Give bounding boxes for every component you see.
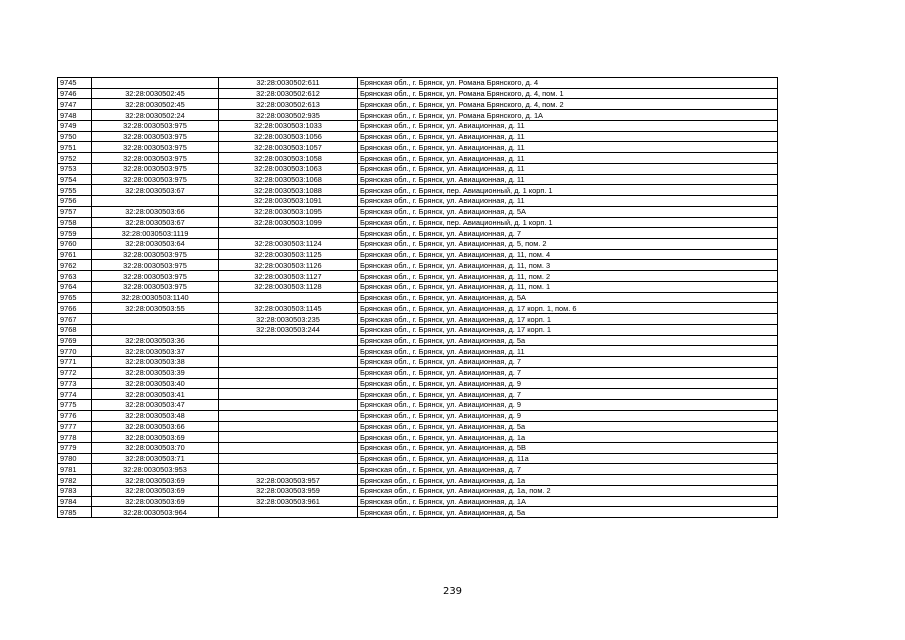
table-row <box>58 239 778 250</box>
row-number-cell: 9776 <box>58 410 92 421</box>
row-number-cell: 9752 <box>58 153 92 164</box>
address-cell: Брянская обл., г. Брянск, ул. Авиационная, д. 5а <box>358 507 778 518</box>
object-number-cell: 32:28:0030503:1095 <box>219 206 358 217</box>
row-number-cell: 9779 <box>58 442 92 453</box>
parcel-number-cell: 32:28:0030503:70 <box>92 442 219 453</box>
table-row <box>58 324 778 335</box>
object-number-cell: 32:28:0030502:611 <box>219 78 358 89</box>
table-row <box>58 110 778 121</box>
row-number-cell: 9783 <box>58 485 92 496</box>
parcel-number-cell: 32:28:0030503:64 <box>92 239 219 250</box>
parcel-number-cell: 32:28:0030503:975 <box>92 260 219 271</box>
row-number-cell: 9781 <box>58 464 92 475</box>
row-number-cell: 9777 <box>58 421 92 432</box>
row-number-cell: 9762 <box>58 260 92 271</box>
row-number-cell: 9757 <box>58 206 92 217</box>
object-number-cell <box>219 335 358 346</box>
object-number-cell <box>219 453 358 464</box>
table-row <box>58 196 778 207</box>
address-cell: Брянская обл., г. Брянск, ул. Авиационная, д. 9 <box>358 400 778 411</box>
object-number-cell <box>219 400 358 411</box>
table-row <box>58 421 778 432</box>
address-cell: Брянская обл., г. Брянск, ул. Авиационная, д. 7 <box>358 367 778 378</box>
row-number-cell: 9773 <box>58 378 92 389</box>
address-cell: Брянская обл., г. Брянск, ул. Авиационная, д. 11, пом. 1 <box>358 281 778 292</box>
object-number-cell: 32:28:0030503:244 <box>219 324 358 335</box>
row-number-cell: 9748 <box>58 110 92 121</box>
table-row <box>58 357 778 368</box>
address-cell: Брянская обл., г. Брянск, ул. Авиационная, д. 17 корп. 1 <box>358 314 778 325</box>
address-cell: Брянская обл., г. Брянск, ул. Авиационная, д. 11 <box>358 196 778 207</box>
parcel-number-cell: 32:28:0030503:975 <box>92 281 219 292</box>
address-cell: Брянская обл., г. Брянск, ул. Авиационная, д. 7 <box>358 228 778 239</box>
object-number-cell: 32:28:0030503:1099 <box>219 217 358 228</box>
address-cell: Брянская обл., г. Брянск, ул. Романа Брянского, д. 4, пом. 2 <box>358 99 778 110</box>
parcel-number-cell: 32:28:0030503:953 <box>92 464 219 475</box>
address-cell: Брянская обл., г. Брянск, ул. Авиационная, д. 11 <box>358 120 778 131</box>
table-row <box>58 271 778 282</box>
row-number-cell: 9785 <box>58 507 92 518</box>
object-number-cell <box>219 346 358 357</box>
object-number-cell <box>219 292 358 303</box>
address-cell: Брянская обл., г. Брянск, ул. Романа Брянского, д. 1А <box>358 110 778 121</box>
object-number-cell <box>219 464 358 475</box>
parcel-number-cell: 32:28:0030503:48 <box>92 410 219 421</box>
parcel-number-cell: 32:28:0030503:975 <box>92 131 219 142</box>
parcel-number-cell: 32:28:0030503:67 <box>92 185 219 196</box>
row-number-cell: 9753 <box>58 163 92 174</box>
object-number-cell: 32:28:0030503:1091 <box>219 196 358 207</box>
row-number-cell: 9769 <box>58 335 92 346</box>
object-number-cell: 32:28:0030503:959 <box>219 485 358 496</box>
table-row <box>58 174 778 185</box>
table-row <box>58 281 778 292</box>
table-row <box>58 475 778 486</box>
address-cell: Брянская обл., г. Брянск, ул. Авиационная, д. 17 корп. 1 <box>358 324 778 335</box>
address-cell: Брянская обл., г. Брянск, ул. Авиационная, д. 1а <box>358 432 778 443</box>
table-row <box>58 78 778 89</box>
address-cell: Брянская обл., г. Брянск, ул. Авиационная, д. 9 <box>358 378 778 389</box>
row-number-cell: 9755 <box>58 185 92 196</box>
address-cell: Брянская обл., г. Брянск, ул. Авиационная, д. 11 <box>358 153 778 164</box>
address-cell: Брянская обл., г. Брянск, ул. Авиационная, д. 5а <box>358 421 778 432</box>
table-row <box>58 367 778 378</box>
table-row <box>58 260 778 271</box>
table-row <box>58 249 778 260</box>
table-row <box>58 142 778 153</box>
object-number-cell: 32:28:0030502:613 <box>219 99 358 110</box>
address-cell: Брянская обл., г. Брянск, ул. Авиационная, д. 5А <box>358 206 778 217</box>
object-number-cell: 32:28:0030503:957 <box>219 475 358 486</box>
address-cell: Брянская обл., г. Брянск, ул. Авиационная, д. 11 <box>358 131 778 142</box>
table-row <box>58 153 778 164</box>
table-row <box>58 464 778 475</box>
row-number-cell: 9749 <box>58 120 92 131</box>
row-number-cell: 9758 <box>58 217 92 228</box>
parcel-number-cell: 32:28:0030503:71 <box>92 453 219 464</box>
object-number-cell <box>219 442 358 453</box>
row-number-cell: 9770 <box>58 346 92 357</box>
row-number-cell: 9754 <box>58 174 92 185</box>
object-number-cell: 32:28:0030502:612 <box>219 88 358 99</box>
registry-table <box>57 77 778 518</box>
table-row <box>58 378 778 389</box>
table-row <box>58 185 778 196</box>
address-cell: Брянская обл., г. Брянск, ул. Авиационная, д. 7 <box>358 464 778 475</box>
object-number-cell: 32:28:0030503:1057 <box>219 142 358 153</box>
object-number-cell: 32:28:0030503:1126 <box>219 260 358 271</box>
row-number-cell: 9765 <box>58 292 92 303</box>
row-number-cell: 9751 <box>58 142 92 153</box>
table-row <box>58 228 778 239</box>
parcel-number-cell: 32:28:0030502:45 <box>92 99 219 110</box>
table-row <box>58 485 778 496</box>
address-cell: Брянская обл., г. Брянск, ул. Авиационная, д. 5, пом. 2 <box>358 239 778 250</box>
address-cell: Брянская обл., г. Брянск, ул. Авиационная, д. 11 <box>358 346 778 357</box>
parcel-number-cell: 32:28:0030503:66 <box>92 206 219 217</box>
parcel-number-cell <box>92 196 219 207</box>
parcel-number-cell: 32:28:0030503:975 <box>92 249 219 260</box>
row-number-cell: 9759 <box>58 228 92 239</box>
object-number-cell: 32:28:0030502:935 <box>219 110 358 121</box>
parcel-number-cell: 32:28:0030503:40 <box>92 378 219 389</box>
table-row <box>58 120 778 131</box>
parcel-number-cell: 32:28:0030503:69 <box>92 432 219 443</box>
table-row <box>58 292 778 303</box>
table-row <box>58 217 778 228</box>
object-number-cell: 32:28:0030503:1033 <box>219 120 358 131</box>
table-row <box>58 453 778 464</box>
parcel-number-cell: 32:28:0030503:975 <box>92 163 219 174</box>
row-number-cell: 9764 <box>58 281 92 292</box>
object-number-cell <box>219 389 358 400</box>
object-number-cell <box>219 378 358 389</box>
row-number-cell: 9768 <box>58 324 92 335</box>
address-cell: Брянская обл., г. Брянск, ул. Авиационная, д. 1А <box>358 496 778 507</box>
parcel-number-cell: 32:28:0030503:69 <box>92 485 219 496</box>
address-cell: Брянская обл., г. Брянск, ул. Авиационная, д. 11, пом. 4 <box>358 249 778 260</box>
parcel-number-cell: 32:28:0030503:69 <box>92 475 219 486</box>
object-number-cell: 32:28:0030503:1068 <box>219 174 358 185</box>
address-cell: Брянская обл., г. Брянск, ул. Авиационная, д. 5а <box>358 335 778 346</box>
table-row <box>58 163 778 174</box>
row-number-cell: 9775 <box>58 400 92 411</box>
object-number-cell: 32:28:0030503:961 <box>219 496 358 507</box>
parcel-number-cell: 32:28:0030503:38 <box>92 357 219 368</box>
parcel-number-cell: 32:28:0030503:67 <box>92 217 219 228</box>
parcel-number-cell <box>92 324 219 335</box>
parcel-number-cell: 32:28:0030502:45 <box>92 88 219 99</box>
object-number-cell: 32:28:0030503:1128 <box>219 281 358 292</box>
row-number-cell: 9780 <box>58 453 92 464</box>
table-row <box>58 389 778 400</box>
address-cell: Брянская обл., г. Брянск, ул. Авиационная, д. 1а, пом. 2 <box>358 485 778 496</box>
address-cell: Брянская обл., г. Брянск, ул. Авиационная, д. 5В <box>358 442 778 453</box>
table-row <box>58 303 778 314</box>
parcel-number-cell: 32:28:0030503:36 <box>92 335 219 346</box>
parcel-number-cell: 32:28:0030503:55 <box>92 303 219 314</box>
object-number-cell: 32:28:0030503:1063 <box>219 163 358 174</box>
object-number-cell <box>219 507 358 518</box>
row-number-cell: 9763 <box>58 271 92 282</box>
registry-table-body <box>58 78 778 518</box>
row-number-cell: 9746 <box>58 88 92 99</box>
table-row <box>58 496 778 507</box>
address-cell: Брянская обл., г. Брянск, ул. Романа Брянского, д. 4 <box>358 78 778 89</box>
object-number-cell <box>219 367 358 378</box>
address-cell: Брянская обл., г. Брянск, ул. Авиационная, д. 11 <box>358 142 778 153</box>
address-cell: Брянская обл., г. Брянск, ул. Авиационная, д. 5А <box>358 292 778 303</box>
parcel-number-cell: 32:28:0030503:41 <box>92 389 219 400</box>
row-number-cell: 9747 <box>58 99 92 110</box>
object-number-cell <box>219 410 358 421</box>
address-cell: Брянская обл., г. Брянск, ул. Романа Брянского, д. 4, пом. 1 <box>358 88 778 99</box>
address-cell: Брянская обл., г. Брянск, ул. Авиационная, д. 11а <box>358 453 778 464</box>
table-row <box>58 432 778 443</box>
parcel-number-cell: 32:28:0030503:1140 <box>92 292 219 303</box>
row-number-cell: 9772 <box>58 367 92 378</box>
page-number: 239 <box>442 586 463 597</box>
address-cell: Брянская обл., г. Брянск, ул. Авиационная, д. 1а <box>358 475 778 486</box>
object-number-cell: 32:28:0030503:1124 <box>219 239 358 250</box>
parcel-number-cell: 32:28:0030503:1119 <box>92 228 219 239</box>
object-number-cell: 32:28:0030503:1145 <box>219 303 358 314</box>
parcel-number-cell: 32:28:0030503:975 <box>92 174 219 185</box>
parcel-number-cell: 32:28:0030503:66 <box>92 421 219 432</box>
object-number-cell <box>219 357 358 368</box>
row-number-cell: 9766 <box>58 303 92 314</box>
table-row <box>58 88 778 99</box>
address-cell: Брянская обл., г. Брянск, ул. Авиационная, д. 11 <box>358 174 778 185</box>
row-number-cell: 9760 <box>58 239 92 250</box>
table-row <box>58 410 778 421</box>
parcel-number-cell: 32:28:0030502:24 <box>92 110 219 121</box>
object-number-cell: 32:28:0030503:1058 <box>219 153 358 164</box>
address-cell: Брянская обл., г. Брянск, ул. Авиационная, д. 11 <box>358 163 778 174</box>
object-number-cell: 32:28:0030503:1127 <box>219 271 358 282</box>
row-number-cell: 9774 <box>58 389 92 400</box>
row-number-cell: 9782 <box>58 475 92 486</box>
parcel-number-cell: 32:28:0030503:47 <box>92 400 219 411</box>
parcel-number-cell: 32:28:0030503:975 <box>92 271 219 282</box>
row-number-cell: 9756 <box>58 196 92 207</box>
address-cell: Брянская обл., г. Брянск, пер. Авиационный, д. 1 корп. 1 <box>358 185 778 196</box>
address-cell: Брянская обл., г. Брянск, ул. Авиационная, д. 7 <box>358 357 778 368</box>
row-number-cell: 9745 <box>58 78 92 89</box>
parcel-number-cell: 32:28:0030503:964 <box>92 507 219 518</box>
table-row <box>58 314 778 325</box>
row-number-cell: 9761 <box>58 249 92 260</box>
address-cell: Брянская обл., г. Брянск, ул. Авиационная, д. 11, пом. 2 <box>358 271 778 282</box>
address-cell: Брянская обл., г. Брянск, ул. Авиационная, д. 11, пом. 3 <box>358 260 778 271</box>
row-number-cell: 9771 <box>58 357 92 368</box>
object-number-cell: 32:28:0030503:235 <box>219 314 358 325</box>
address-cell: Брянская обл., г. Брянск, ул. Авиационная, д. 9 <box>358 410 778 421</box>
object-number-cell: 32:28:0030503:1056 <box>219 131 358 142</box>
object-number-cell <box>219 228 358 239</box>
table-row <box>58 346 778 357</box>
parcel-number-cell: 32:28:0030503:69 <box>92 496 219 507</box>
table-row <box>58 442 778 453</box>
table-row <box>58 507 778 518</box>
parcel-number-cell: 32:28:0030503:975 <box>92 142 219 153</box>
address-cell: Брянская обл., г. Брянск, ул. Авиационная, д. 7 <box>358 389 778 400</box>
parcel-number-cell <box>92 78 219 89</box>
row-number-cell: 9750 <box>58 131 92 142</box>
object-number-cell: 32:28:0030503:1088 <box>219 185 358 196</box>
table-row <box>58 206 778 217</box>
object-number-cell: 32:28:0030503:1125 <box>219 249 358 260</box>
table-row <box>58 335 778 346</box>
table-row <box>58 99 778 110</box>
address-cell: Брянская обл., г. Брянск, пер. Авиационный, д. 1 корп. 1 <box>358 217 778 228</box>
object-number-cell <box>219 432 358 443</box>
row-number-cell: 9767 <box>58 314 92 325</box>
address-cell: Брянская обл., г. Брянск, ул. Авиационная, д. 17 корп. 1, пом. 6 <box>358 303 778 314</box>
table-row <box>58 131 778 142</box>
parcel-number-cell: 32:28:0030503:37 <box>92 346 219 357</box>
table-row <box>58 400 778 411</box>
parcel-number-cell: 32:28:0030503:975 <box>92 120 219 131</box>
parcel-number-cell: 32:28:0030503:975 <box>92 153 219 164</box>
row-number-cell: 9778 <box>58 432 92 443</box>
parcel-number-cell: 32:28:0030503:39 <box>92 367 219 378</box>
object-number-cell <box>219 421 358 432</box>
row-number-cell: 9784 <box>58 496 92 507</box>
parcel-number-cell <box>92 314 219 325</box>
